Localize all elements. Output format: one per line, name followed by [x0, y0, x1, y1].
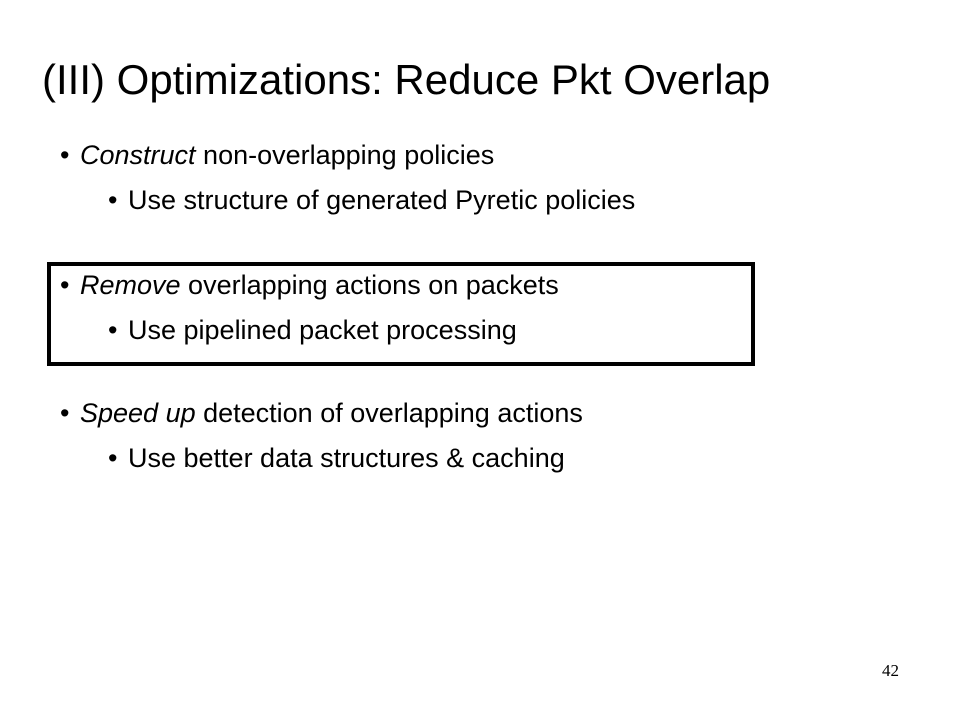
- bullet-text: non-overlapping policies: [195, 140, 495, 170]
- sub-bullet-construct: [108, 183, 635, 217]
- bullet-text: detection of overlapping actions: [195, 398, 583, 428]
- bullet-construct: [60, 138, 494, 172]
- bullet-dot: •: [108, 185, 118, 215]
- bullet-emphasis: Remove: [80, 270, 181, 300]
- bullet-dot: •: [108, 443, 118, 473]
- page-number: 42: [882, 661, 899, 680]
- bullet-speed-up: [60, 396, 583, 430]
- sub-bullet-speed-up: [108, 441, 565, 475]
- bullet-dot: •: [60, 270, 70, 300]
- bullet-dot: •: [60, 140, 70, 170]
- sub-bullet-text: Use pipelined packet processing: [128, 315, 517, 345]
- bullet-text: overlapping actions on packets: [180, 270, 559, 300]
- bullet-dot: •: [60, 398, 70, 428]
- bullet-dot: •: [108, 315, 118, 345]
- sub-bullet-text: Use better data structures & caching: [128, 443, 565, 473]
- sub-bullet-text: Use structure of generated Pyretic policies: [128, 185, 636, 215]
- sub-bullet-remove: [108, 313, 517, 347]
- bullet-remove: [60, 268, 559, 302]
- slide-title: (III) Optimizations: Reduce Pkt Overlap: [42, 56, 771, 103]
- bullet-emphasis: Speed up: [80, 398, 196, 428]
- bullet-emphasis: Construct: [80, 140, 196, 170]
